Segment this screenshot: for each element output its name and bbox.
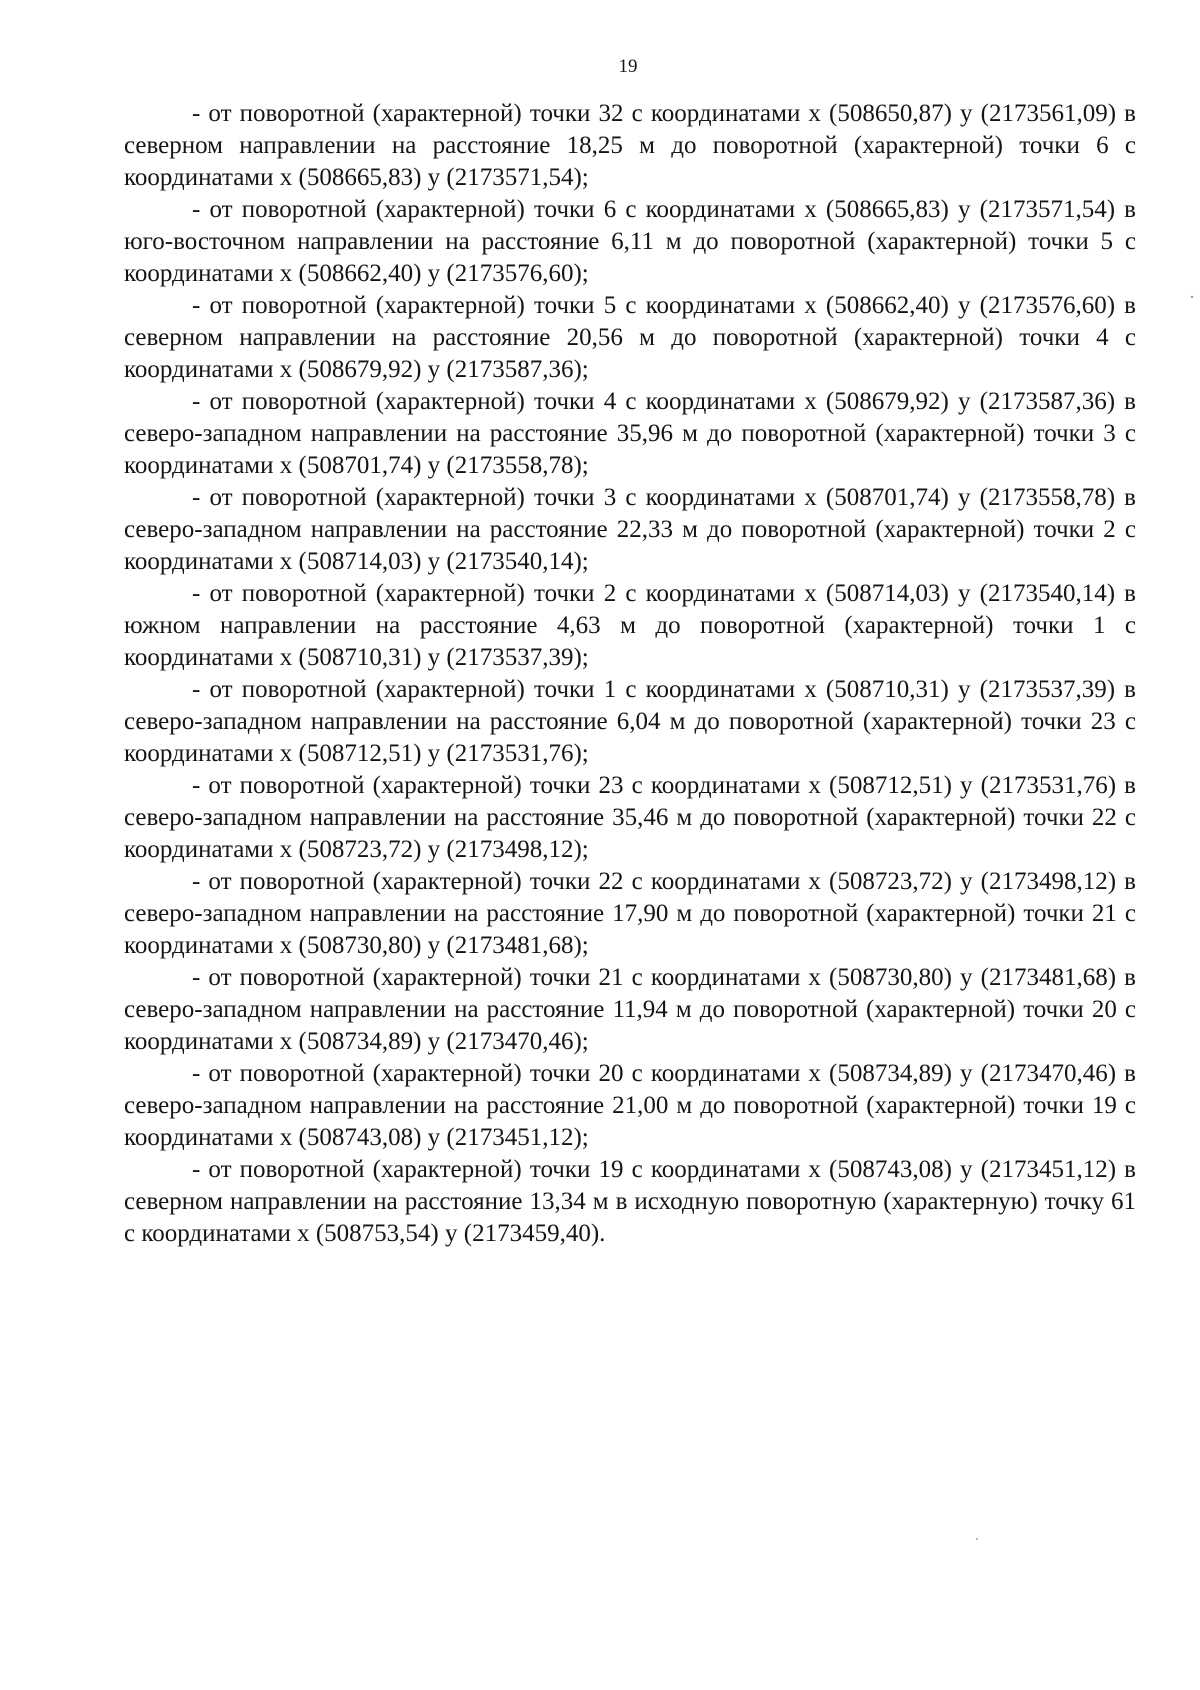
scan-speck xyxy=(1191,296,1193,298)
boundary-paragraph: - от поворотной (характерной) точки 3 с координатами х (508701,74) у (2173558,78) в северо-западном направлении на расстояние 22,33 м до поворотной (характерной) точки 2 с координатами х (508714,03) у (2173540,14); xyxy=(124,484,1136,575)
scan-speck xyxy=(976,1538,978,1540)
boundary-paragraph: - от поворотной (характерной) точки 6 с координатами х (508665,83) у (2173571,54) в юго-восточном направлении на расстояние 6,11 м до поворотной (характерной) точки 5 с координатами х (508662,40) у (2173576,60); xyxy=(124,196,1136,287)
body-text xyxy=(124,98,1136,1250)
boundary-paragraph: - от поворотной (характерной) точки 22 с координатами х (508723,72) у (2173498,12) в северо-западном направлении на расстояние 17,90 м до поворотной (характерной) точки 21 с координатами х (508730,80) у (2173481,68); xyxy=(124,868,1136,959)
boundary-paragraph: - от поворотной (характерной) точки 21 с координатами х (508730,80) у (2173481,68) в северо-западном направлении на расстояние 11,94 м до поворотной (характерной) точки 20 с координатами х (508734,89) у (2173470,46); xyxy=(124,964,1136,1055)
boundary-paragraph: - от поворотной (характерной) точки 1 с координатами х (508710,31) у (2173537,39) в северо-западном направлении на расстояние 6,04 м до поворотной (характерной) точки 23 с координатами х (508712,51) у (2173531,76); xyxy=(124,676,1136,767)
boundary-paragraph: - от поворотной (характерной) точки 5 с координатами х (508662,40) у (2173576,60) в северном направлении на расстояние 20,56 м до поворотной (характерной) точки 4 с координатами х (508679,92) у (2173587,36); xyxy=(124,292,1136,383)
boundary-paragraph: - от поворотной (характерной) точки 4 с координатами х (508679,92) у (2173587,36) в северо-западном направлении на расстояние 35,96 м до поворотной (характерной) точки 3 с координатами х (508701,74) у (2173558,78); xyxy=(124,388,1136,479)
boundary-paragraph: - от поворотной (характерной) точки 20 с координатами х (508734,89) у (2173470,46) в северо-западном направлении на расстояние 21,00 м до поворотной (характерной) точки 19 с координатами х (508743,08) у (2173451,12); xyxy=(124,1060,1136,1151)
boundary-paragraph: - от поворотной (характерной) точки 23 с координатами х (508712,51) у (2173531,76) в северо-западном направлении на расстояние 35,46 м до поворотной (характерной) точки 22 с координатами х (508723,72) у (2173498,12); xyxy=(124,772,1136,863)
boundary-paragraph: - от поворотной (характерной) точки 19 с координатами х (508743,08) у (2173451,12) в северном направлении на расстояние 13,34 м в исходную поворотную (характерную) точку 61 с координатами х (508753,54) у (2173459,40). xyxy=(124,1156,1136,1247)
boundary-paragraph: - от поворотной (характерной) точки 2 с координатами х (508714,03) у (2173540,14) в южном направлении на расстояние 4,63 м до поворотной (характерной) точки 1 с координатами х (508710,31) у (2173537,39); xyxy=(124,580,1136,671)
page-number: 19 xyxy=(618,56,638,77)
boundary-paragraph: - от поворотной (характерной) точки 32 с координатами х (508650,87) у (2173561,09) в северном направлении на расстояние 18,25 м до поворотной (характерной) точки 6 с координатами х (508665,83) у (2173571,54); xyxy=(124,100,1136,191)
